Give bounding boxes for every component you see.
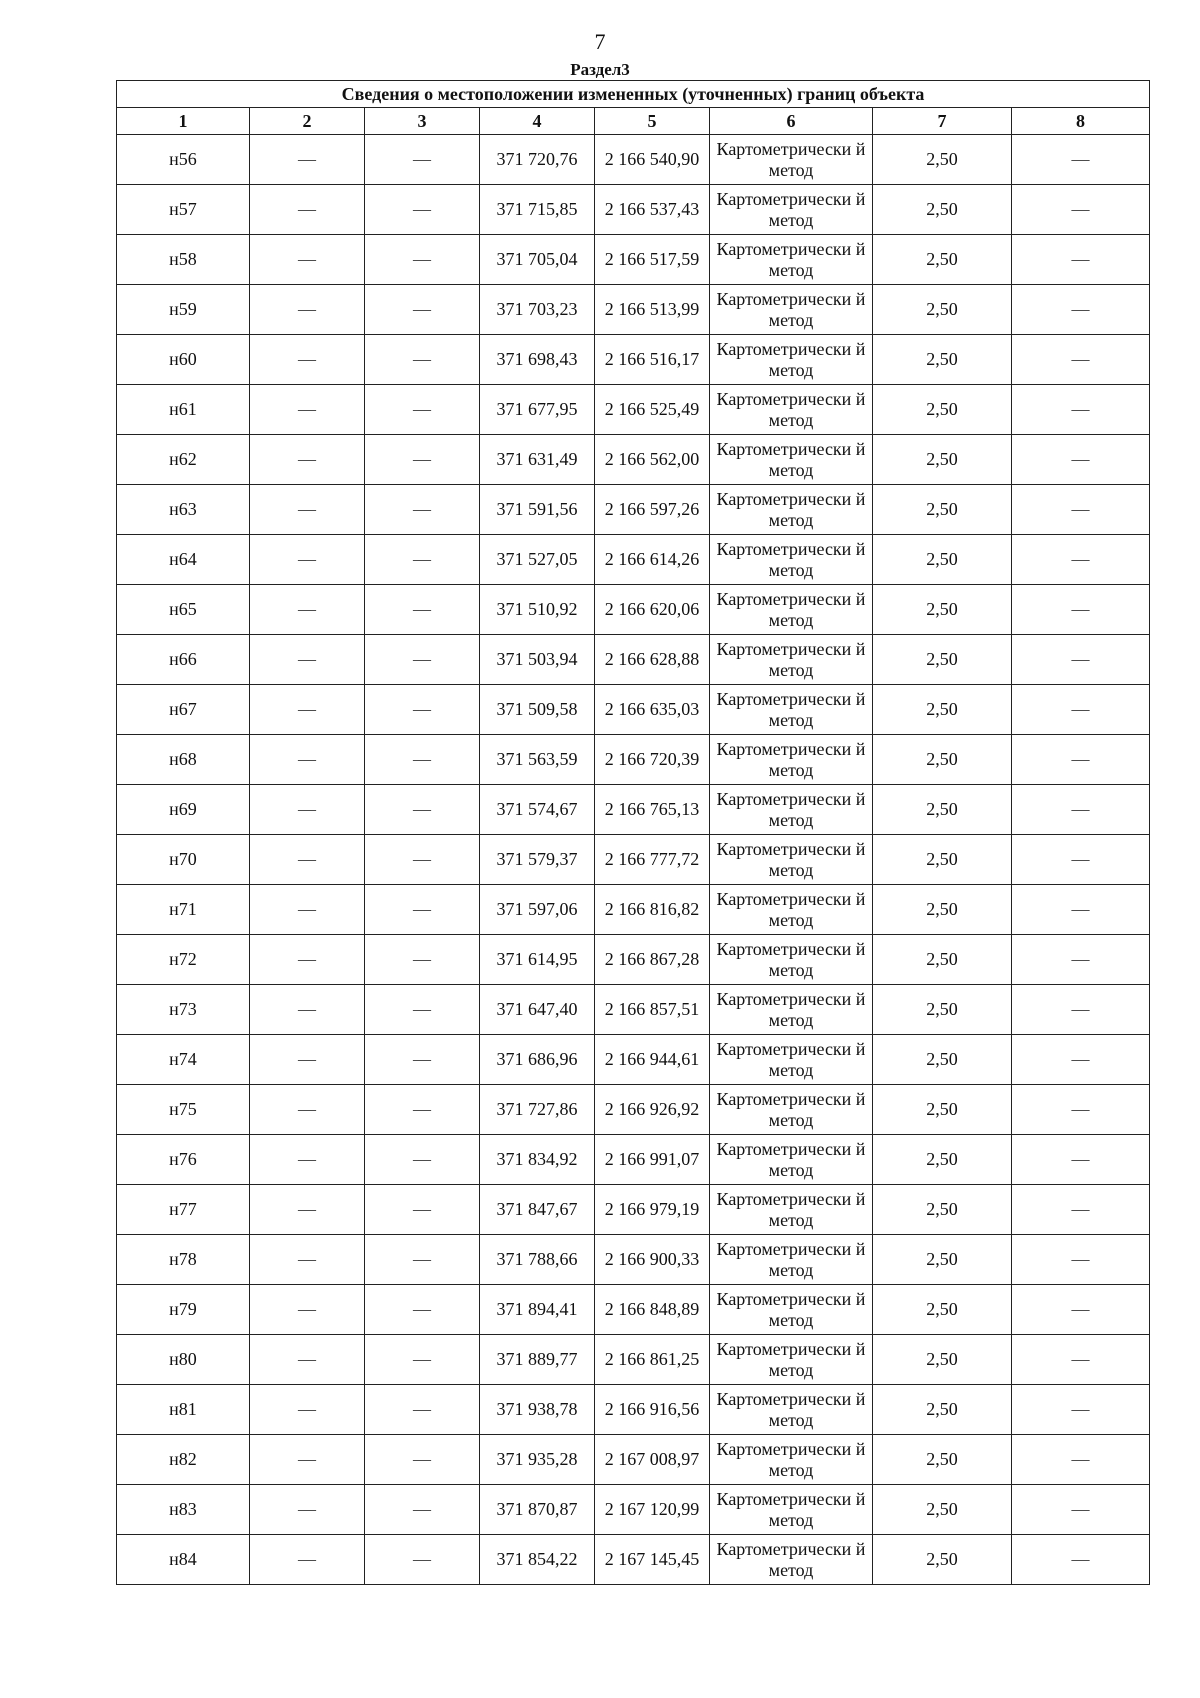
table-caption: Сведения о местоположении измененных (уточненных) границ объекта: [117, 81, 1150, 108]
column-header: 7: [873, 108, 1012, 135]
dash-cell: —: [1012, 1135, 1150, 1185]
x-coordinate-cell: 371 574,67: [480, 785, 595, 835]
method-cell: Картометрически й метод: [710, 885, 873, 935]
dash-cell: —: [250, 485, 365, 535]
dash-cell: —: [365, 735, 480, 785]
table-row: [117, 1285, 1150, 1335]
dash-cell: —: [250, 685, 365, 735]
precision-cell: 2,50: [873, 585, 1012, 635]
x-coordinate-cell: 371 788,66: [480, 1235, 595, 1285]
dash-cell: —: [365, 1085, 480, 1135]
point-cell: н69: [117, 785, 250, 835]
dash-cell: —: [250, 235, 365, 285]
dash-cell: —: [1012, 135, 1150, 185]
dash-cell: —: [1012, 1285, 1150, 1335]
table-row: [117, 1335, 1150, 1385]
column-header: 4: [480, 108, 595, 135]
x-coordinate-cell: 371 591,56: [480, 485, 595, 535]
point-cell: н73: [117, 985, 250, 1035]
point-cell: н60: [117, 335, 250, 385]
dash-cell: —: [250, 1335, 365, 1385]
precision-cell: 2,50: [873, 685, 1012, 735]
x-coordinate-cell: 371 727,86: [480, 1085, 595, 1135]
precision-cell: 2,50: [873, 1535, 1012, 1585]
table-row: [117, 535, 1150, 585]
y-coordinate-cell: 2 166 765,13: [595, 785, 710, 835]
precision-cell: 2,50: [873, 435, 1012, 485]
precision-cell: 2,50: [873, 1135, 1012, 1185]
x-coordinate-cell: 371 597,06: [480, 885, 595, 935]
dash-cell: —: [1012, 1485, 1150, 1535]
method-cell: Картометрически й метод: [710, 285, 873, 335]
dash-cell: —: [1012, 335, 1150, 385]
y-coordinate-cell: 2 166 620,06: [595, 585, 710, 635]
dash-cell: —: [1012, 985, 1150, 1035]
dash-cell: —: [250, 135, 365, 185]
precision-cell: 2,50: [873, 1485, 1012, 1535]
table-row: [117, 285, 1150, 335]
table-row: [117, 235, 1150, 285]
x-coordinate-cell: 371 510,92: [480, 585, 595, 635]
precision-cell: 2,50: [873, 385, 1012, 435]
precision-cell: 2,50: [873, 1285, 1012, 1335]
point-cell: н61: [117, 385, 250, 435]
dash-cell: —: [365, 1185, 480, 1235]
point-cell: н62: [117, 435, 250, 485]
x-coordinate-cell: 371 935,28: [480, 1435, 595, 1485]
dash-cell: —: [365, 685, 480, 735]
table-row: [117, 485, 1150, 535]
y-coordinate-cell: 2 166 597,26: [595, 485, 710, 535]
precision-cell: 2,50: [873, 1185, 1012, 1235]
method-cell: Картометрически й метод: [710, 1135, 873, 1185]
x-coordinate-cell: 371 509,58: [480, 685, 595, 735]
x-coordinate-cell: 371 847,67: [480, 1185, 595, 1235]
precision-cell: 2,50: [873, 885, 1012, 935]
dash-cell: —: [250, 435, 365, 485]
y-coordinate-cell: 2 166 525,49: [595, 385, 710, 435]
table-row: [117, 785, 1150, 835]
method-cell: Картометрически й метод: [710, 985, 873, 1035]
method-cell: Картометрически й метод: [710, 735, 873, 785]
dash-cell: —: [365, 585, 480, 635]
x-coordinate-cell: 371 647,40: [480, 985, 595, 1035]
method-cell: Картометрически й метод: [710, 1035, 873, 1085]
precision-cell: 2,50: [873, 785, 1012, 835]
x-coordinate-cell: 371 579,37: [480, 835, 595, 885]
method-cell: Картометрически й метод: [710, 335, 873, 385]
y-coordinate-cell: 2 166 979,19: [595, 1185, 710, 1235]
dash-cell: —: [1012, 785, 1150, 835]
y-coordinate-cell: 2 166 816,82: [595, 885, 710, 935]
method-cell: Картометрически й метод: [710, 1435, 873, 1485]
y-coordinate-cell: 2 166 614,26: [595, 535, 710, 585]
y-coordinate-cell: 2 166 867,28: [595, 935, 710, 985]
point-cell: н58: [117, 235, 250, 285]
method-cell: Картометрически й метод: [710, 585, 873, 635]
method-cell: Картометрически й метод: [710, 435, 873, 485]
dash-cell: —: [1012, 385, 1150, 435]
dash-cell: —: [1012, 185, 1150, 235]
dash-cell: —: [250, 1435, 365, 1485]
section-title: Раздел3: [570, 60, 630, 79]
table-row: [117, 1535, 1150, 1585]
dash-cell: —: [365, 1335, 480, 1385]
dash-cell: —: [250, 935, 365, 985]
precision-cell: 2,50: [873, 335, 1012, 385]
dash-cell: —: [250, 1285, 365, 1335]
point-cell: н80: [117, 1335, 250, 1385]
x-coordinate-cell: 371 854,22: [480, 1535, 595, 1585]
coordinates-table: [116, 80, 1150, 1585]
table-row: [117, 1135, 1150, 1185]
y-coordinate-cell: 2 166 635,03: [595, 685, 710, 735]
x-coordinate-cell: 371 631,49: [480, 435, 595, 485]
table-row: [117, 1485, 1150, 1535]
dash-cell: —: [250, 1035, 365, 1085]
point-cell: н83: [117, 1485, 250, 1535]
precision-cell: 2,50: [873, 185, 1012, 235]
dash-cell: —: [1012, 735, 1150, 785]
table-row: [117, 1185, 1150, 1235]
dash-cell: —: [365, 1135, 480, 1185]
dash-cell: —: [1012, 1385, 1150, 1435]
point-cell: н56: [117, 135, 250, 185]
y-coordinate-cell: 2 167 120,99: [595, 1485, 710, 1535]
dash-cell: —: [1012, 1535, 1150, 1585]
dash-cell: —: [365, 285, 480, 335]
y-coordinate-cell: 2 166 517,59: [595, 235, 710, 285]
method-cell: Картометрически й метод: [710, 635, 873, 685]
point-cell: н63: [117, 485, 250, 535]
dash-cell: —: [365, 1535, 480, 1585]
x-coordinate-cell: 371 715,85: [480, 185, 595, 235]
y-coordinate-cell: 2 167 145,45: [595, 1535, 710, 1585]
dash-cell: —: [365, 135, 480, 185]
precision-cell: 2,50: [873, 535, 1012, 585]
table-row: [117, 385, 1150, 435]
precision-cell: 2,50: [873, 1335, 1012, 1385]
y-coordinate-cell: 2 166 562,00: [595, 435, 710, 485]
y-coordinate-cell: 2 166 944,61: [595, 1035, 710, 1085]
x-coordinate-cell: 371 503,94: [480, 635, 595, 685]
dash-cell: —: [1012, 535, 1150, 585]
dash-cell: —: [365, 485, 480, 535]
dash-cell: —: [1012, 485, 1150, 535]
dash-cell: —: [250, 335, 365, 385]
point-cell: н76: [117, 1135, 250, 1185]
dash-cell: —: [250, 285, 365, 335]
point-cell: н57: [117, 185, 250, 235]
precision-cell: 2,50: [873, 1035, 1012, 1085]
y-coordinate-cell: 2 166 540,90: [595, 135, 710, 185]
method-cell: Картометрически й метод: [710, 785, 873, 835]
table-row: [117, 685, 1150, 735]
point-cell: н71: [117, 885, 250, 935]
column-header: 2: [250, 108, 365, 135]
x-coordinate-cell: 371 698,43: [480, 335, 595, 385]
x-coordinate-cell: 371 889,77: [480, 1335, 595, 1385]
point-cell: н84: [117, 1535, 250, 1585]
y-coordinate-cell: 2 166 848,89: [595, 1285, 710, 1335]
point-cell: н64: [117, 535, 250, 585]
precision-cell: 2,50: [873, 235, 1012, 285]
dash-cell: —: [250, 785, 365, 835]
table-row: [117, 1435, 1150, 1485]
x-coordinate-cell: 371 834,92: [480, 1135, 595, 1185]
dash-cell: —: [365, 1385, 480, 1435]
point-cell: н67: [117, 685, 250, 735]
precision-cell: 2,50: [873, 285, 1012, 335]
table-row: [117, 1085, 1150, 1135]
x-coordinate-cell: 371 677,95: [480, 385, 595, 435]
table-row: [117, 985, 1150, 1035]
precision-cell: 2,50: [873, 635, 1012, 685]
column-header: 3: [365, 108, 480, 135]
method-cell: Картометрически й метод: [710, 1335, 873, 1385]
y-coordinate-cell: 2 166 513,99: [595, 285, 710, 335]
x-coordinate-cell: 371 938,78: [480, 1385, 595, 1435]
dash-cell: —: [250, 1535, 365, 1585]
x-coordinate-cell: 371 563,59: [480, 735, 595, 785]
table-row: [117, 335, 1150, 385]
dash-cell: —: [1012, 435, 1150, 485]
dash-cell: —: [365, 185, 480, 235]
dash-cell: —: [365, 1235, 480, 1285]
table-row: [117, 585, 1150, 635]
column-header: 8: [1012, 108, 1150, 135]
y-coordinate-cell: 2 166 991,07: [595, 1135, 710, 1185]
point-cell: н66: [117, 635, 250, 685]
precision-cell: 2,50: [873, 935, 1012, 985]
table-row: [117, 1235, 1150, 1285]
table-row: [117, 935, 1150, 985]
method-cell: Картометрически й метод: [710, 1535, 873, 1585]
table-row: [117, 1035, 1150, 1085]
y-coordinate-cell: 2 166 537,43: [595, 185, 710, 235]
precision-cell: 2,50: [873, 1085, 1012, 1135]
x-coordinate-cell: 371 614,95: [480, 935, 595, 985]
point-cell: н75: [117, 1085, 250, 1135]
method-cell: Картометрически й метод: [710, 685, 873, 735]
dash-cell: —: [250, 1235, 365, 1285]
dash-cell: —: [250, 1085, 365, 1135]
dash-cell: —: [1012, 585, 1150, 635]
method-cell: Картометрически й метод: [710, 535, 873, 585]
method-cell: Картометрически й метод: [710, 185, 873, 235]
method-cell: Картометрически й метод: [710, 485, 873, 535]
y-coordinate-cell: 2 166 516,17: [595, 335, 710, 385]
dash-cell: —: [365, 935, 480, 985]
dash-cell: —: [1012, 285, 1150, 335]
table-row: [117, 135, 1150, 185]
y-coordinate-cell: 2 166 720,39: [595, 735, 710, 785]
dash-cell: —: [1012, 1085, 1150, 1135]
dash-cell: —: [365, 885, 480, 935]
x-coordinate-cell: 371 720,76: [480, 135, 595, 185]
page-number: 7: [594, 29, 606, 54]
precision-cell: 2,50: [873, 1385, 1012, 1435]
dash-cell: —: [365, 985, 480, 1035]
x-coordinate-cell: 371 703,23: [480, 285, 595, 335]
dash-cell: —: [1012, 935, 1150, 985]
method-cell: Картометрически й метод: [710, 935, 873, 985]
dash-cell: —: [250, 535, 365, 585]
y-coordinate-cell: 2 166 916,56: [595, 1385, 710, 1435]
dash-cell: —: [250, 1185, 365, 1235]
dash-cell: —: [365, 385, 480, 435]
precision-cell: 2,50: [873, 985, 1012, 1035]
dash-cell: —: [365, 835, 480, 885]
point-cell: н68: [117, 735, 250, 785]
table-row: [117, 435, 1150, 485]
precision-cell: 2,50: [873, 485, 1012, 535]
method-cell: Картометрически й метод: [710, 1235, 873, 1285]
dash-cell: —: [1012, 1185, 1150, 1235]
dash-cell: —: [1012, 635, 1150, 685]
table-row: [117, 885, 1150, 935]
dash-cell: —: [365, 1285, 480, 1335]
table-row: [117, 735, 1150, 785]
table-row: [117, 185, 1150, 235]
table-row: [117, 1385, 1150, 1435]
x-coordinate-cell: 371 527,05: [480, 535, 595, 585]
dash-cell: —: [1012, 885, 1150, 935]
point-cell: н59: [117, 285, 250, 335]
table-body: [117, 135, 1150, 1585]
dash-cell: —: [250, 185, 365, 235]
dash-cell: —: [1012, 235, 1150, 285]
point-cell: н79: [117, 1285, 250, 1335]
dash-cell: —: [250, 1485, 365, 1535]
dash-cell: —: [250, 585, 365, 635]
point-cell: н82: [117, 1435, 250, 1485]
dash-cell: —: [365, 785, 480, 835]
y-coordinate-cell: 2 166 628,88: [595, 635, 710, 685]
dash-cell: —: [1012, 1235, 1150, 1285]
table-header-row: [117, 108, 1150, 135]
table-row: [117, 835, 1150, 885]
x-coordinate-cell: 371 686,96: [480, 1035, 595, 1085]
dash-cell: —: [250, 985, 365, 1035]
precision-cell: 2,50: [873, 1435, 1012, 1485]
dash-cell: —: [365, 1435, 480, 1485]
point-cell: н78: [117, 1235, 250, 1285]
precision-cell: 2,50: [873, 835, 1012, 885]
dash-cell: —: [1012, 685, 1150, 735]
x-coordinate-cell: 371 705,04: [480, 235, 595, 285]
dash-cell: —: [365, 335, 480, 385]
precision-cell: 2,50: [873, 735, 1012, 785]
table-row: [117, 635, 1150, 685]
y-coordinate-cell: 2 166 861,25: [595, 1335, 710, 1385]
dash-cell: —: [1012, 1035, 1150, 1085]
column-header: 1: [117, 108, 250, 135]
dash-cell: —: [365, 1035, 480, 1085]
dash-cell: —: [365, 635, 480, 685]
method-cell: Картометрически й метод: [710, 835, 873, 885]
x-coordinate-cell: 371 870,87: [480, 1485, 595, 1535]
dash-cell: —: [250, 735, 365, 785]
precision-cell: 2,50: [873, 1235, 1012, 1285]
point-cell: н81: [117, 1385, 250, 1435]
dash-cell: —: [1012, 1435, 1150, 1485]
method-cell: Картометрически й метод: [710, 1185, 873, 1235]
dash-cell: —: [365, 535, 480, 585]
method-cell: Картометрически й метод: [710, 1085, 873, 1135]
y-coordinate-cell: 2 166 777,72: [595, 835, 710, 885]
method-cell: Картометрически й метод: [710, 1485, 873, 1535]
point-cell: н70: [117, 835, 250, 885]
method-cell: Картометрически й метод: [710, 135, 873, 185]
point-cell: н74: [117, 1035, 250, 1085]
point-cell: н72: [117, 935, 250, 985]
precision-cell: 2,50: [873, 135, 1012, 185]
dash-cell: —: [1012, 1335, 1150, 1385]
dash-cell: —: [250, 1135, 365, 1185]
y-coordinate-cell: 2 166 900,33: [595, 1235, 710, 1285]
dash-cell: —: [250, 835, 365, 885]
dash-cell: —: [250, 385, 365, 435]
method-cell: Картометрически й метод: [710, 1385, 873, 1435]
y-coordinate-cell: 2 166 857,51: [595, 985, 710, 1035]
column-header: 5: [595, 108, 710, 135]
y-coordinate-cell: 2 167 008,97: [595, 1435, 710, 1485]
column-header: 6: [710, 108, 873, 135]
dash-cell: —: [250, 885, 365, 935]
y-coordinate-cell: 2 166 926,92: [595, 1085, 710, 1135]
method-cell: Картометрически й метод: [710, 235, 873, 285]
dash-cell: —: [250, 1385, 365, 1435]
point-cell: н77: [117, 1185, 250, 1235]
dash-cell: —: [250, 635, 365, 685]
table-caption-row: [117, 81, 1150, 108]
x-coordinate-cell: 371 894,41: [480, 1285, 595, 1335]
dash-cell: —: [365, 235, 480, 285]
dash-cell: —: [365, 435, 480, 485]
dash-cell: —: [365, 1485, 480, 1535]
dash-cell: —: [1012, 835, 1150, 885]
point-cell: н65: [117, 585, 250, 635]
method-cell: Картометрически й метод: [710, 385, 873, 435]
method-cell: Картометрически й метод: [710, 1285, 873, 1335]
